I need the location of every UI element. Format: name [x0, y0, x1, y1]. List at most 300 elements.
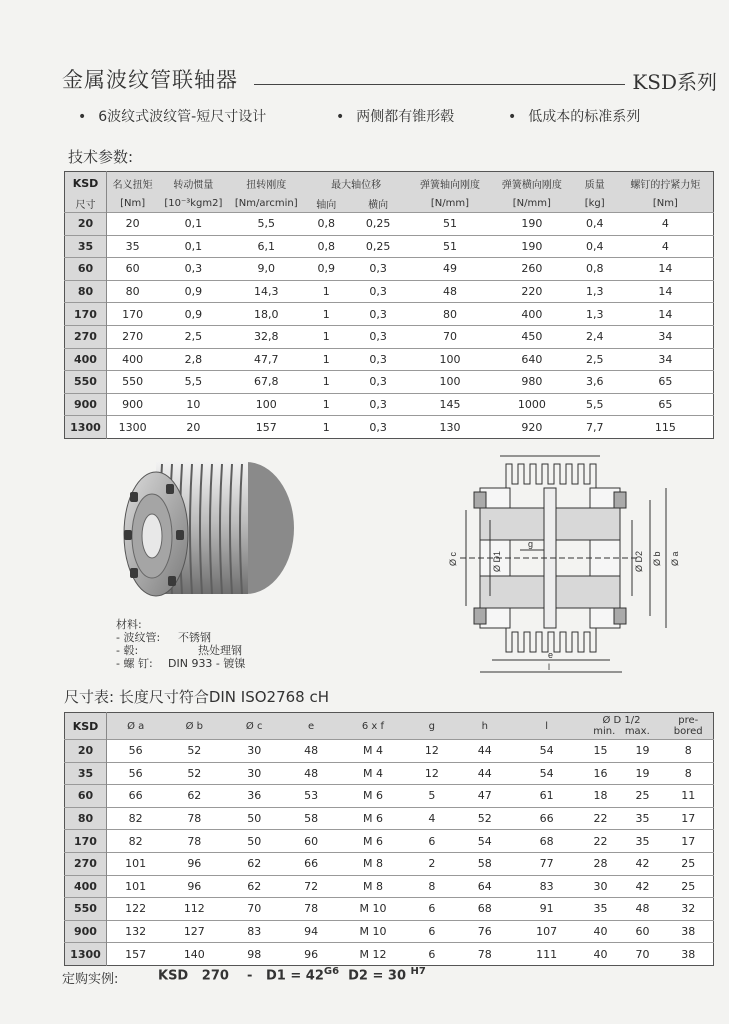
table-cell: 22 — [593, 812, 608, 826]
table-cell: 66 — [128, 789, 143, 803]
table-cell: 96 — [187, 879, 202, 893]
table-cell: 34 — [658, 330, 673, 344]
table-cell: M 6 — [362, 812, 383, 826]
col-subheader: [Nm] — [652, 197, 678, 209]
size-cell: 170 — [65, 830, 107, 853]
table-cell: 7,7 — [585, 420, 604, 434]
col-subheader: [Nm/arcmin] — [234, 197, 298, 209]
coupling-photo — [118, 450, 318, 620]
table-cell: 44 — [477, 744, 492, 758]
col-header: 弹簧轴向刚度 — [419, 179, 480, 191]
table-cell: 30 — [247, 744, 262, 758]
table-cell: 48 — [304, 744, 319, 758]
table-cell: 115 — [654, 420, 676, 434]
table-cell: 78 — [304, 902, 319, 916]
table-cell: 52 — [187, 744, 202, 758]
table-cell: 550 — [122, 375, 144, 389]
table-cell: 980 — [521, 375, 543, 389]
table-cell: 50 — [247, 812, 262, 826]
table-cell: 65 — [658, 375, 673, 389]
table-cell: 54 — [539, 766, 554, 780]
table-cell: 54 — [539, 744, 554, 758]
table-cell: 0,1 — [184, 239, 203, 253]
table-row — [65, 807, 714, 830]
table-cell: 270 — [122, 330, 144, 344]
table-cell: 48 — [304, 766, 319, 780]
table-cell: 18 — [593, 789, 608, 803]
size-cell: 900 — [65, 920, 107, 943]
size-cell: 35 — [65, 235, 107, 258]
table-cell: 28 — [593, 857, 608, 871]
table-cell: 2,5 — [585, 352, 604, 366]
table-cell: 11 — [681, 789, 696, 803]
table-cell: 400 — [122, 352, 144, 366]
table-cell: 1 — [322, 307, 330, 321]
feature-bullet: • 6波纹式波纹管-短尺寸设计 — [78, 109, 267, 125]
table-cell: 127 — [183, 925, 205, 939]
col-subheader: [Nm] — [120, 197, 146, 209]
col-header: 扭转刚度 — [246, 179, 287, 191]
col-header: 螺钉的拧紧力矩 — [630, 179, 701, 191]
table-cell: 101 — [125, 857, 147, 871]
table-cell: 14 — [658, 262, 673, 276]
table-cell: 0,3 — [369, 285, 387, 299]
table-cell: 5 — [428, 789, 436, 803]
col-header: Ø c — [245, 720, 263, 732]
table-cell: 60 — [635, 925, 650, 939]
table-cell: 36 — [247, 789, 262, 803]
table-cell: 68 — [539, 834, 554, 848]
table-cell: 62 — [247, 857, 262, 871]
table-cell: 17 — [681, 812, 696, 826]
table-cell: 1 — [322, 420, 330, 434]
table-cell: 170 — [122, 307, 144, 321]
table-cell: 157 — [255, 420, 277, 434]
table-cell: 80 — [442, 307, 457, 321]
page-title: 金属波纹管联轴器 — [62, 68, 238, 92]
table-row — [65, 740, 714, 763]
table-cell: 20 — [125, 217, 140, 231]
table-cell: 0,3 — [369, 398, 387, 412]
table-cell: 2 — [428, 857, 436, 871]
table-cell: 132 — [125, 925, 147, 939]
table-cell: 30 — [593, 879, 608, 893]
col-header: h — [481, 720, 488, 732]
table-row — [65, 852, 714, 875]
table-cell: 62 — [187, 789, 202, 803]
table-cell: 83 — [539, 879, 554, 893]
table-cell: 1,3 — [585, 285, 604, 299]
material-item: - 毂: 热处理钢 — [116, 644, 242, 657]
table-cell: M 12 — [359, 947, 387, 961]
table-cell: 0,3 — [369, 330, 387, 344]
table-cell: 100 — [439, 375, 461, 389]
size-cell: 60 — [65, 785, 107, 808]
size-cell: 80 — [65, 807, 107, 830]
size-cell: 60 — [65, 258, 107, 281]
table-cell: 83 — [247, 925, 262, 939]
table-cell: 16 — [593, 766, 608, 780]
table-cell: 64 — [477, 879, 492, 893]
col-header: Ø b — [185, 720, 204, 732]
table-row — [65, 303, 714, 326]
table-row — [65, 875, 714, 898]
table-cell: 61 — [539, 789, 554, 803]
table-cell: 260 — [521, 262, 543, 276]
material-item: - 波纹管: 不锈钢 — [116, 631, 211, 644]
size-cell: 35 — [65, 762, 107, 785]
table-cell: 70 — [635, 947, 650, 961]
col-subheader: [10⁻³kgm2] — [164, 197, 223, 209]
table-cell: 34 — [658, 352, 673, 366]
dim-label-d2: Ø D2 — [634, 550, 644, 572]
table-cell: 0,25 — [365, 239, 391, 253]
table-cell: 1,3 — [585, 307, 604, 321]
table-row — [65, 898, 714, 921]
table-cell: 68 — [477, 902, 492, 916]
table-cell: 6 — [428, 902, 436, 916]
col-header: g — [428, 720, 436, 732]
table-cell: 3,6 — [585, 375, 604, 389]
feature-bullet: • 两侧都有锥形毂 — [336, 109, 455, 125]
col-header: 6 x f — [361, 720, 385, 732]
table-cell: 19 — [635, 744, 650, 758]
table-cell: 5,5 — [184, 375, 203, 389]
table-cell: 2,4 — [585, 330, 604, 344]
table-cell: 65 — [658, 398, 673, 412]
table-cell: 94 — [304, 925, 319, 939]
table-cell: 640 — [521, 352, 543, 366]
table-cell: 80 — [125, 285, 140, 299]
size-cell: 80 — [65, 280, 107, 303]
table-cell: M 8 — [362, 879, 383, 893]
table-cell: 0,3 — [369, 420, 387, 434]
table-cell: 67,8 — [254, 375, 279, 389]
table-cell: 35 — [635, 812, 650, 826]
table-cell: 14 — [658, 285, 673, 299]
table-cell: 78 — [187, 834, 202, 848]
table-cell: 157 — [125, 947, 147, 961]
dim-label-e: e — [548, 650, 554, 660]
tech-section-title: 技术参数: — [68, 148, 134, 166]
col-header: 转动惯量 — [173, 179, 214, 191]
table-cell: 1 — [322, 285, 330, 299]
table-cell: 0,9 — [184, 285, 203, 299]
table-cell: 38 — [681, 947, 696, 961]
table-cell: 5,5 — [585, 398, 604, 412]
table-cell: 56 — [128, 766, 143, 780]
table-cell: 122 — [125, 902, 147, 916]
table-cell: 101 — [125, 879, 147, 893]
table-row — [65, 920, 714, 943]
col-header: 弹簧横向刚度 — [501, 179, 562, 191]
col-header: l — [545, 720, 548, 732]
table-cell: 0,3 — [369, 307, 387, 321]
table-cell: 44 — [477, 766, 492, 780]
table-cell: 66 — [304, 857, 319, 871]
table-cell: 40 — [593, 947, 608, 961]
table-cell: 2,8 — [184, 352, 203, 366]
table-cell: 49 — [442, 262, 457, 276]
table-cell: 18,0 — [254, 307, 279, 321]
table-cell: 30 — [247, 766, 262, 780]
col-subheader: [N/mm] — [512, 197, 551, 209]
table-row — [65, 258, 714, 281]
col-header: KSD — [65, 713, 107, 740]
table-cell: 2,5 — [184, 330, 203, 344]
table-cell: 48 — [635, 902, 650, 916]
table-cell: 112 — [183, 902, 205, 916]
table-cell: 1 — [322, 352, 330, 366]
table-cell: 35 — [125, 239, 140, 253]
col-subheader: 尺寸 — [65, 194, 107, 213]
table-cell: 107 — [536, 925, 558, 939]
table-cell: 1300 — [118, 420, 147, 434]
technical-drawing — [440, 448, 690, 684]
order-code: KSD 270 - $D1 = 42^{G6}$ D2 = 30 $^{H7}$ — [158, 966, 426, 984]
dimensions-table — [64, 712, 714, 966]
table-cell: 920 — [521, 420, 543, 434]
dim-label-l: l — [548, 662, 550, 672]
col-header-d12: Ø D 1/2 min. max. — [593, 715, 650, 737]
table-cell: 450 — [521, 330, 543, 344]
size-cell: 1300 — [65, 416, 107, 439]
table-cell: 111 — [536, 947, 558, 961]
table-cell: 100 — [439, 352, 461, 366]
col-header: 质量 — [584, 179, 605, 191]
table-cell: 60 — [304, 834, 319, 848]
table-cell: 40 — [593, 925, 608, 939]
table-cell: 91 — [539, 902, 554, 916]
table-cell: 0,8 — [317, 239, 335, 253]
table-cell: 38 — [681, 925, 696, 939]
table-cell: 0,9 — [184, 307, 203, 321]
table-cell: 1 — [322, 398, 330, 412]
table-cell: 145 — [439, 398, 461, 412]
table-cell: 17 — [681, 834, 696, 848]
tech-params-table — [64, 171, 714, 439]
table-cell: 4 — [661, 217, 669, 231]
table-cell: M 4 — [362, 744, 383, 758]
material-item: - 螺 钉: DIN 933 - 镀镍 — [116, 657, 246, 670]
size-cell: 550 — [65, 898, 107, 921]
table-cell: 6 — [428, 947, 436, 961]
size-cell: 550 — [65, 371, 107, 394]
col-header: 最大轴位移 — [331, 179, 382, 191]
table-cell: 32,8 — [254, 330, 279, 344]
table-cell: 25 — [681, 879, 696, 893]
col-subheader: 轴向 — [316, 199, 337, 211]
table-cell: 51 — [442, 239, 457, 253]
table-row — [65, 325, 714, 348]
feature-bullet: • 低成本的标准系列 — [508, 109, 641, 125]
table-cell: 400 — [521, 307, 543, 321]
table-row — [65, 393, 714, 416]
table-row — [65, 416, 714, 439]
materials-list — [116, 618, 245, 670]
table-cell: 12 — [424, 766, 439, 780]
table-cell: 77 — [539, 857, 554, 871]
col-header: e — [308, 720, 315, 732]
table-cell: 0,4 — [585, 217, 604, 231]
table-cell: 19 — [635, 766, 650, 780]
table-row — [65, 235, 714, 258]
table-cell: 78 — [477, 947, 492, 961]
table-cell: M 10 — [359, 925, 387, 939]
table-cell: 5,5 — [257, 217, 276, 231]
size-cell: 400 — [65, 875, 107, 898]
table-cell: 42 — [635, 857, 650, 871]
table-row — [65, 943, 714, 966]
table-cell: M 6 — [362, 789, 383, 803]
table-cell: 1 — [322, 330, 330, 344]
col-subheader: [kg] — [584, 197, 605, 209]
col-subheader: [N/mm] — [430, 197, 470, 209]
table-row — [65, 371, 714, 394]
table-cell: 56 — [128, 744, 143, 758]
table-row — [65, 280, 714, 303]
table-row — [65, 213, 714, 236]
order-example — [62, 966, 662, 992]
table-cell: 0,1 — [184, 217, 203, 231]
dim-label-d1: Ø D1 — [492, 550, 502, 572]
table-cell: 96 — [304, 947, 319, 961]
table-cell: 14,3 — [254, 285, 279, 299]
table-cell: 48 — [442, 285, 457, 299]
table-cell: 51 — [442, 217, 457, 231]
table-cell: 220 — [521, 285, 543, 299]
series-name: KSD系列 — [632, 70, 717, 94]
table-cell: 0,3 — [369, 262, 387, 276]
size-cell: 1300 — [65, 943, 107, 966]
table-cell: 98 — [247, 947, 262, 961]
dim-label-b: Ø b — [652, 551, 662, 566]
dim-label-g: g — [528, 539, 534, 549]
table-cell: 42 — [635, 879, 650, 893]
table-cell: 58 — [477, 857, 492, 871]
table-cell: 1000 — [517, 398, 546, 412]
table-cell: 82 — [128, 812, 143, 826]
col-subheader: 横向 — [368, 199, 389, 211]
dim-label-h: h — [548, 448, 554, 456]
table-cell: 15 — [593, 744, 608, 758]
table-cell: 66 — [539, 812, 554, 826]
table-cell: 35 — [635, 834, 650, 848]
table-cell: 12 — [424, 744, 439, 758]
table-cell: 54 — [477, 834, 492, 848]
table-cell: 4 — [428, 812, 436, 826]
size-cell: 400 — [65, 348, 107, 371]
table-cell: 96 — [187, 857, 202, 871]
table-cell: 78 — [187, 812, 202, 826]
table-cell: 47 — [477, 789, 492, 803]
table-cell: 8 — [428, 879, 436, 893]
table-cell: 53 — [304, 789, 319, 803]
table-cell: 6,1 — [257, 239, 276, 253]
table-cell: 32 — [681, 902, 696, 916]
table-cell: 22 — [593, 834, 608, 848]
table-cell: 8 — [684, 766, 692, 780]
table-row — [65, 348, 714, 371]
table-cell: M 10 — [359, 902, 387, 916]
col-header: Ø a — [127, 720, 145, 732]
size-cell: 270 — [65, 852, 107, 875]
table-cell: 9,0 — [257, 262, 276, 276]
order-label: 定购实例: — [62, 972, 119, 987]
table-row — [65, 785, 714, 808]
table-cell: M 6 — [362, 834, 383, 848]
table-cell: 52 — [187, 766, 202, 780]
table-cell: 70 — [247, 902, 262, 916]
materials-title: 材料: — [116, 618, 142, 631]
table-cell: 52 — [477, 812, 492, 826]
table-cell: 190 — [521, 217, 543, 231]
table-cell: 6 — [428, 925, 436, 939]
title-row — [62, 62, 717, 96]
size-cell: 270 — [65, 325, 107, 348]
table-cell: 25 — [681, 857, 696, 871]
table-cell: 60 — [125, 262, 140, 276]
table-cell: 0,3 — [369, 375, 387, 389]
table-cell: 82 — [128, 834, 143, 848]
table-cell: 0,9 — [317, 262, 335, 276]
table-cell: 190 — [521, 239, 543, 253]
table-cell: 62 — [247, 879, 262, 893]
table-row — [65, 762, 714, 785]
col-header-prebored: pre- bored — [673, 715, 703, 737]
table-cell: 47,7 — [254, 352, 279, 366]
table-cell: 14 — [658, 307, 673, 321]
size-cell: 900 — [65, 393, 107, 416]
table-row — [65, 830, 714, 853]
table-cell: 70 — [442, 330, 457, 344]
table-cell: 100 — [255, 398, 277, 412]
table-cell: 1 — [322, 375, 330, 389]
size-cell: 170 — [65, 303, 107, 326]
table-cell: 58 — [304, 812, 319, 826]
table-cell: 0,3 — [184, 262, 203, 276]
table-cell: 0,8 — [585, 262, 604, 276]
table-cell: 8 — [684, 744, 692, 758]
table-cell: 0,3 — [369, 352, 387, 366]
col-header: KSD — [65, 172, 107, 195]
dim-label-a: Ø a — [670, 551, 680, 566]
table-cell: 76 — [477, 925, 492, 939]
col-header: 名义扭矩 — [112, 179, 153, 191]
dim-label-c: Ø c — [448, 551, 458, 566]
size-cell: 20 — [65, 213, 107, 236]
feature-bullets — [78, 106, 718, 128]
dim-section-title: 尺寸表: 长度尺寸符合DIN ISO2768 cH — [64, 688, 330, 706]
size-cell: 20 — [65, 740, 107, 763]
table-cell: 0,8 — [317, 217, 335, 231]
table-cell: M 4 — [362, 766, 383, 780]
table-cell: 130 — [439, 420, 461, 434]
table-cell: M 8 — [362, 857, 383, 871]
table-cell: 72 — [304, 879, 319, 893]
table-cell: 10 — [186, 398, 201, 412]
table-cell: 4 — [661, 239, 669, 253]
table-cell: 0,25 — [365, 217, 391, 231]
table-cell: 900 — [122, 398, 144, 412]
table-cell: 25 — [635, 789, 650, 803]
table-cell: 6 — [428, 834, 436, 848]
table-cell: 20 — [186, 420, 201, 434]
table-cell: 50 — [247, 834, 262, 848]
table-cell: 35 — [593, 902, 608, 916]
title-rule — [254, 84, 625, 85]
table-cell: 0,4 — [585, 239, 604, 253]
